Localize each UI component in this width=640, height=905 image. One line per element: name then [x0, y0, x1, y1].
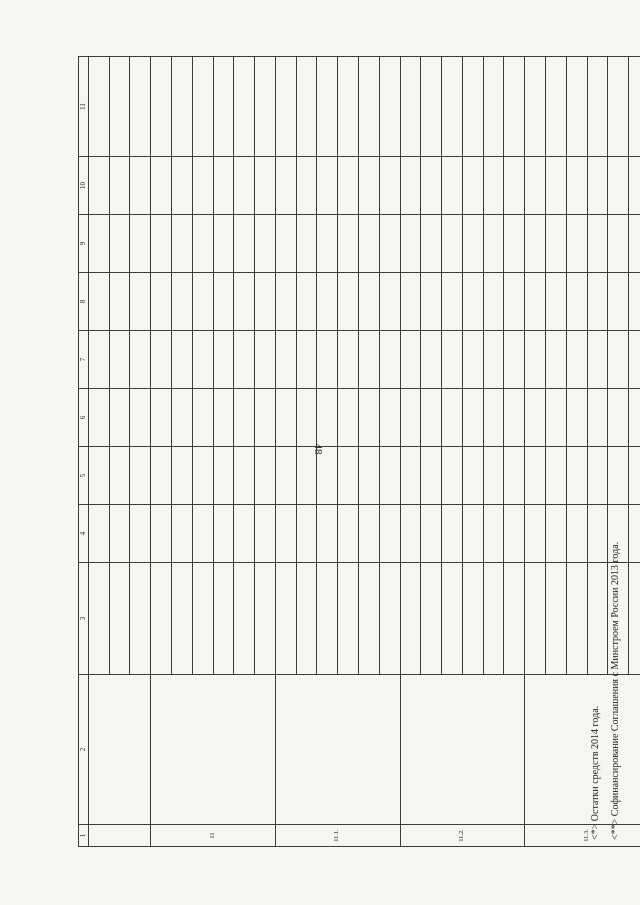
measure-description	[275, 675, 400, 825]
funding-source	[504, 563, 525, 675]
amount-cell	[317, 389, 338, 447]
amount-cell	[400, 505, 421, 563]
amount-cell	[546, 215, 567, 273]
row-number: 11	[151, 825, 276, 847]
amount-cell	[109, 389, 130, 447]
funding-source	[234, 563, 255, 675]
amount-cell	[400, 447, 421, 505]
funding-source	[109, 563, 130, 675]
amount-cell	[462, 331, 483, 389]
amount-cell	[504, 389, 525, 447]
amount-cell	[255, 389, 276, 447]
amount-cell	[151, 273, 172, 331]
amount-cell	[546, 331, 567, 389]
funding-source	[255, 563, 276, 675]
measure-description	[88, 675, 150, 825]
amount-cell	[359, 273, 380, 331]
funding-source	[359, 563, 380, 675]
table-body	[79, 57, 640, 847]
amount-cell	[151, 447, 172, 505]
amount-cell	[504, 157, 525, 215]
amount-cell	[317, 447, 338, 505]
amount-cell	[130, 57, 151, 157]
amount-cell	[296, 273, 317, 331]
measure-description	[400, 675, 525, 825]
amount-cell	[88, 215, 109, 273]
amount-cell	[338, 447, 359, 505]
amount-cell	[566, 505, 587, 563]
amount-cell	[566, 389, 587, 447]
amount-cell	[442, 447, 463, 505]
amount-cell	[504, 331, 525, 389]
funding-source	[171, 563, 192, 675]
amount-cell	[275, 331, 296, 389]
amount-cell	[546, 389, 567, 447]
amount-cell	[421, 157, 442, 215]
column-number: 11	[79, 57, 89, 157]
amount-cell	[275, 57, 296, 157]
funding-source	[483, 563, 504, 675]
amount-cell	[130, 215, 151, 273]
amount-cell	[192, 389, 213, 447]
amount-cell	[275, 273, 296, 331]
column-number: 10	[79, 157, 89, 215]
funding-source	[400, 563, 421, 675]
amount-cell	[379, 57, 400, 157]
amount-cell	[109, 157, 130, 215]
amount-cell	[255, 331, 276, 389]
amount-cell	[296, 215, 317, 273]
amount-cell	[629, 57, 640, 157]
amount-cell	[504, 57, 525, 157]
amount-cell	[462, 57, 483, 157]
amount-cell	[442, 157, 463, 215]
amount-cell	[192, 157, 213, 215]
amount-cell	[338, 215, 359, 273]
funding-table-container	[78, 57, 640, 847]
amount-cell	[296, 389, 317, 447]
funding-table	[78, 56, 640, 847]
amount-cell	[566, 157, 587, 215]
amount-cell	[525, 389, 546, 447]
funding-source	[421, 563, 442, 675]
amount-cell	[483, 389, 504, 447]
column-number: 6	[79, 389, 89, 447]
measure-description	[151, 675, 276, 825]
amount-cell	[379, 157, 400, 215]
amount-cell	[171, 215, 192, 273]
column-number: 9	[79, 215, 89, 273]
amount-cell	[275, 389, 296, 447]
amount-cell	[109, 331, 130, 389]
amount-cell	[338, 57, 359, 157]
amount-cell	[462, 389, 483, 447]
amount-cell	[213, 389, 234, 447]
funding-source	[275, 563, 296, 675]
amount-cell	[483, 447, 504, 505]
amount-cell	[546, 273, 567, 331]
table-row	[151, 57, 172, 847]
table-row	[525, 57, 546, 847]
footnote-cofinancing: <**> Софинансирование Соглашения с Минстроем России 2013 года.	[610, 541, 621, 840]
amount-cell	[421, 389, 442, 447]
amount-cell	[296, 57, 317, 157]
amount-cell	[442, 57, 463, 157]
column-number: 8	[79, 273, 89, 331]
amount-cell	[442, 505, 463, 563]
amount-cell	[88, 447, 109, 505]
amount-cell	[483, 331, 504, 389]
amount-cell	[442, 331, 463, 389]
amount-cell	[317, 273, 338, 331]
amount-cell	[359, 215, 380, 273]
amount-cell	[130, 505, 151, 563]
amount-cell	[317, 505, 338, 563]
row-number: 11.2.	[400, 825, 525, 847]
amount-cell	[400, 389, 421, 447]
amount-cell	[462, 273, 483, 331]
amount-cell	[171, 447, 192, 505]
amount-cell	[546, 57, 567, 157]
column-number: 7	[79, 331, 89, 389]
amount-cell	[525, 57, 546, 157]
amount-cell	[400, 157, 421, 215]
amount-cell	[255, 215, 276, 273]
amount-cell	[379, 447, 400, 505]
amount-cell	[504, 447, 525, 505]
amount-cell	[379, 273, 400, 331]
amount-cell	[192, 447, 213, 505]
amount-cell	[171, 331, 192, 389]
amount-cell	[88, 57, 109, 157]
amount-cell	[296, 505, 317, 563]
amount-cell	[359, 157, 380, 215]
amount-cell	[275, 505, 296, 563]
amount-cell	[400, 57, 421, 157]
amount-cell	[296, 331, 317, 389]
amount-cell	[192, 57, 213, 157]
amount-cell	[151, 57, 172, 157]
amount-cell	[400, 331, 421, 389]
funding-source	[379, 563, 400, 675]
amount-cell	[483, 505, 504, 563]
amount-cell	[151, 331, 172, 389]
amount-cell	[296, 157, 317, 215]
amount-cell	[130, 273, 151, 331]
amount-cell	[234, 331, 255, 389]
table-row	[400, 57, 421, 847]
amount-cell	[171, 273, 192, 331]
column-number: 4	[79, 505, 89, 563]
amount-cell	[151, 157, 172, 215]
amount-cell	[255, 273, 276, 331]
amount-cell	[109, 505, 130, 563]
amount-cell	[213, 57, 234, 157]
column-number: 2	[79, 675, 89, 825]
amount-cell	[566, 273, 587, 331]
amount-cell	[88, 157, 109, 215]
amount-cell	[255, 447, 276, 505]
amount-cell	[234, 57, 255, 157]
table-row	[88, 57, 109, 847]
amount-cell	[379, 215, 400, 273]
amount-cell	[462, 447, 483, 505]
amount-cell	[317, 57, 338, 157]
amount-cell	[400, 215, 421, 273]
amount-cell	[88, 331, 109, 389]
page-number: 48	[312, 443, 324, 455]
amount-cell	[171, 389, 192, 447]
amount-cell	[234, 505, 255, 563]
amount-cell	[192, 331, 213, 389]
amount-cell	[379, 505, 400, 563]
amount-cell	[255, 157, 276, 215]
amount-cell	[255, 505, 276, 563]
amount-cell	[338, 157, 359, 215]
amount-cell	[442, 389, 463, 447]
amount-cell	[379, 389, 400, 447]
amount-cell	[525, 331, 546, 389]
amount-cell	[275, 215, 296, 273]
column-number: 1	[79, 825, 89, 847]
funding-source	[462, 563, 483, 675]
amount-cell	[483, 273, 504, 331]
amount-cell	[213, 447, 234, 505]
funding-source	[442, 563, 463, 675]
amount-cell	[88, 389, 109, 447]
amount-cell	[359, 505, 380, 563]
amount-cell	[317, 215, 338, 273]
amount-cell	[151, 215, 172, 273]
amount-cell	[213, 505, 234, 563]
amount-cell	[213, 331, 234, 389]
amount-cell	[192, 215, 213, 273]
amount-cell	[525, 447, 546, 505]
amount-cell	[587, 57, 608, 157]
row-number	[88, 825, 150, 847]
funding-source	[192, 563, 213, 675]
row-number: 11.3.	[525, 825, 640, 847]
amount-cell	[338, 505, 359, 563]
funding-source	[317, 563, 338, 675]
amount-cell	[359, 57, 380, 157]
amount-cell	[525, 505, 546, 563]
amount-cell	[171, 505, 192, 563]
amount-cell	[421, 447, 442, 505]
funding-source	[566, 563, 587, 675]
amount-cell	[192, 505, 213, 563]
amount-cell	[234, 273, 255, 331]
funding-source	[296, 563, 317, 675]
funding-source	[130, 563, 151, 675]
amount-cell	[546, 157, 567, 215]
amount-cell	[275, 447, 296, 505]
amount-cell	[421, 57, 442, 157]
amount-cell	[234, 157, 255, 215]
amount-cell	[171, 157, 192, 215]
amount-cell	[442, 273, 463, 331]
amount-cell	[338, 331, 359, 389]
amount-cell	[151, 505, 172, 563]
amount-cell	[483, 157, 504, 215]
amount-cell	[275, 157, 296, 215]
column-number: 3	[79, 563, 89, 675]
amount-cell	[130, 389, 151, 447]
amount-cell	[462, 505, 483, 563]
amount-cell	[296, 447, 317, 505]
funding-source	[546, 563, 567, 675]
amount-cell	[566, 331, 587, 389]
amount-cell	[213, 215, 234, 273]
amount-cell	[130, 447, 151, 505]
amount-cell	[421, 215, 442, 273]
amount-cell	[130, 157, 151, 215]
amount-cell	[234, 447, 255, 505]
amount-cell	[109, 447, 130, 505]
amount-cell	[462, 215, 483, 273]
amount-cell	[483, 215, 504, 273]
funding-source	[88, 563, 109, 675]
amount-cell	[483, 57, 504, 157]
amount-cell	[317, 331, 338, 389]
amount-cell	[421, 331, 442, 389]
column-number: 5	[79, 447, 89, 505]
amount-cell	[359, 331, 380, 389]
amount-cell	[504, 273, 525, 331]
amount-cell	[109, 273, 130, 331]
amount-cell	[546, 447, 567, 505]
amount-cell	[566, 447, 587, 505]
amount-cell	[213, 157, 234, 215]
amount-cell	[338, 273, 359, 331]
amount-cell	[379, 331, 400, 389]
funding-source	[151, 563, 172, 675]
funding-source	[525, 563, 546, 675]
amount-cell	[566, 57, 587, 157]
amount-cell	[317, 157, 338, 215]
table-row	[275, 57, 296, 847]
footnote-remaining-funds: <*> Остатки средств 2014 года.	[590, 705, 601, 840]
amount-cell	[525, 273, 546, 331]
amount-cell	[608, 57, 629, 157]
amount-cell	[546, 505, 567, 563]
amount-cell	[255, 57, 276, 157]
amount-cell	[421, 505, 442, 563]
amount-cell	[359, 389, 380, 447]
amount-cell	[109, 215, 130, 273]
amount-cell	[566, 215, 587, 273]
funding-source	[213, 563, 234, 675]
amount-cell	[109, 57, 130, 157]
amount-cell	[525, 215, 546, 273]
amount-cell	[525, 157, 546, 215]
amount-cell	[462, 157, 483, 215]
amount-cell	[171, 57, 192, 157]
amount-cell	[88, 273, 109, 331]
amount-cell	[234, 389, 255, 447]
amount-cell	[442, 215, 463, 273]
amount-cell	[213, 273, 234, 331]
column-number-row	[79, 57, 89, 847]
amount-cell	[421, 273, 442, 331]
row-number: 11.1.	[275, 825, 400, 847]
amount-cell	[504, 505, 525, 563]
amount-cell	[130, 331, 151, 389]
amount-cell	[359, 447, 380, 505]
funding-source	[338, 563, 359, 675]
amount-cell	[88, 505, 109, 563]
amount-cell	[504, 215, 525, 273]
amount-cell	[400, 273, 421, 331]
amount-cell	[151, 389, 172, 447]
amount-cell	[234, 215, 255, 273]
amount-cell	[192, 273, 213, 331]
amount-cell	[338, 389, 359, 447]
footnotes	[586, 190, 636, 840]
